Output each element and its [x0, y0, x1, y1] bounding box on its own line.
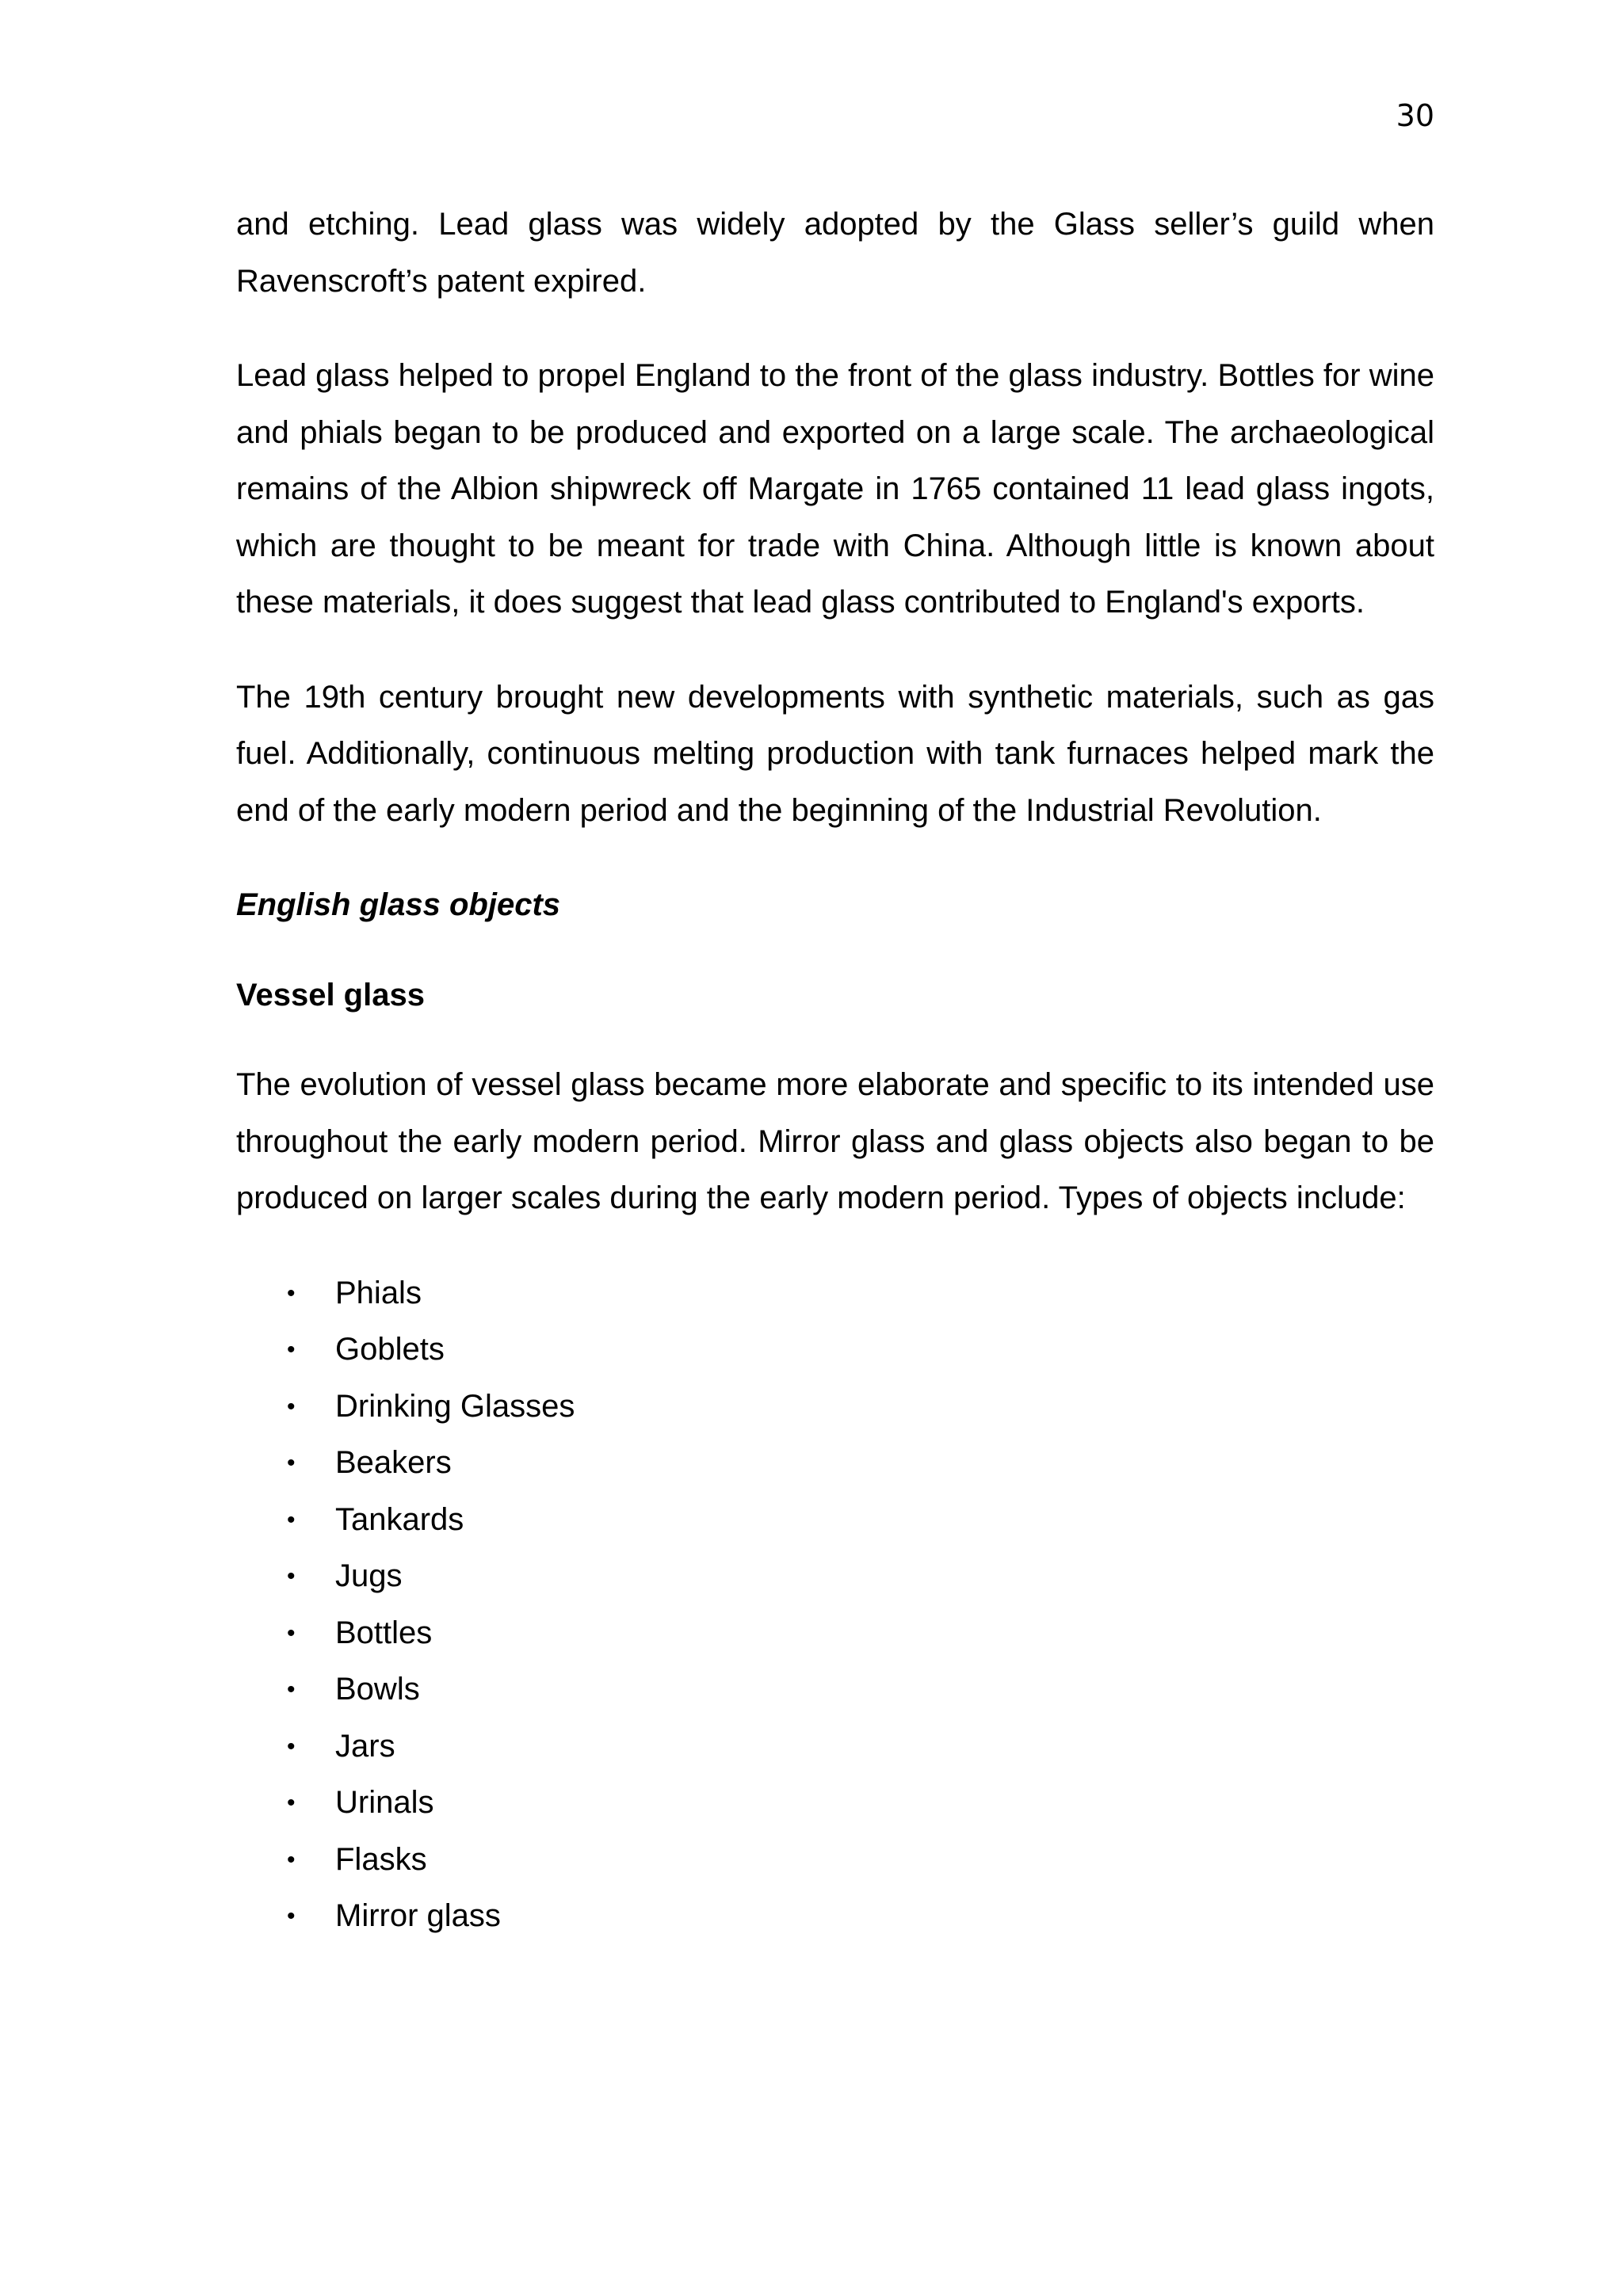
- list-item-label: Beakers: [335, 1445, 452, 1480]
- list-item: [236, 1548, 1434, 1605]
- bullet-icon: •: [287, 1280, 296, 1306]
- list-item-label: Jars: [335, 1728, 395, 1764]
- bullet-icon: •: [287, 1903, 296, 1929]
- list-item-label: Phials: [335, 1275, 422, 1310]
- list-item-label: Bottles: [335, 1615, 433, 1650]
- bullet-icon: •: [287, 1619, 296, 1646]
- bullet-icon: •: [287, 1790, 296, 1816]
- bullet-icon: •: [287, 1337, 296, 1363]
- bullet-icon: •: [287, 1846, 296, 1873]
- list-item: [236, 1832, 1434, 1889]
- paragraph-lead-glass-adoption: and etching. Lead glass was widely adopted by the Glass seller’s guild when Ravenscroft’s patent expired.: [236, 207, 1434, 299]
- list-item-label: Flasks: [335, 1841, 427, 1877]
- list-item: [236, 1718, 1434, 1775]
- objects-list: [236, 1265, 1434, 1945]
- list-item-label: Mirror glass: [335, 1898, 501, 1933]
- bullet-icon: •: [287, 1506, 296, 1533]
- bullet-icon: •: [287, 1450, 296, 1476]
- list-item: [236, 1492, 1434, 1549]
- list-item: [236, 1322, 1434, 1379]
- list-item: [236, 1775, 1434, 1832]
- bullet-icon: •: [287, 1393, 296, 1420]
- subsection-heading: Vessel glass: [236, 977, 425, 1013]
- paragraph-lead-glass-industry: Lead glass helped to propel England to the front of the glass industry. Bottles for wine and phials began to be produced and exported on a large scale. The archaeological remains of the Albion shipwreck off Margate in 1765 contained 11 lead glass ingots, which are thought to be meant for trade with China. Although little is known about these materials, it does suggest that lead glass contributed to England's exports.: [236, 358, 1434, 620]
- list-item-label: Urinals: [335, 1785, 434, 1820]
- list-item-label: Drinking Glasses: [335, 1388, 575, 1424]
- list-item-label: Tankards: [335, 1501, 464, 1537]
- page-number: 30: [1396, 98, 1434, 133]
- list-item: [236, 1265, 1434, 1322]
- section-heading: English glass objects: [236, 887, 561, 922]
- paragraph-19th-century: The 19th century brought new developments with synthetic materials, such as gas fuel. Additionally, continuous melting production with tank furnaces helped mark the end of the early modern period and the beginning of the Industrial Revolution.: [236, 679, 1434, 828]
- list-item: [236, 1605, 1434, 1662]
- list-item-label: Goblets: [335, 1332, 445, 1367]
- list-item: [236, 1435, 1434, 1492]
- bullet-icon: •: [287, 1733, 296, 1760]
- list-item-label: Bowls: [335, 1672, 420, 1707]
- list-item: [236, 1888, 1434, 1945]
- bullet-icon: •: [287, 1563, 296, 1589]
- bullet-icon: •: [287, 1676, 296, 1703]
- list-item-label: Jugs: [335, 1558, 403, 1593]
- paragraph-vessel-glass: The evolution of vessel glass became more elaborate and specific to its intended use throughout the early modern period. Mirror glass and glass objects also began to be produced on larger scales during the early modern period. Types of objects include:: [236, 1067, 1434, 1215]
- list-item: [236, 1661, 1434, 1718]
- list-item: [236, 1379, 1434, 1436]
- page-content: [236, 196, 1434, 1945]
